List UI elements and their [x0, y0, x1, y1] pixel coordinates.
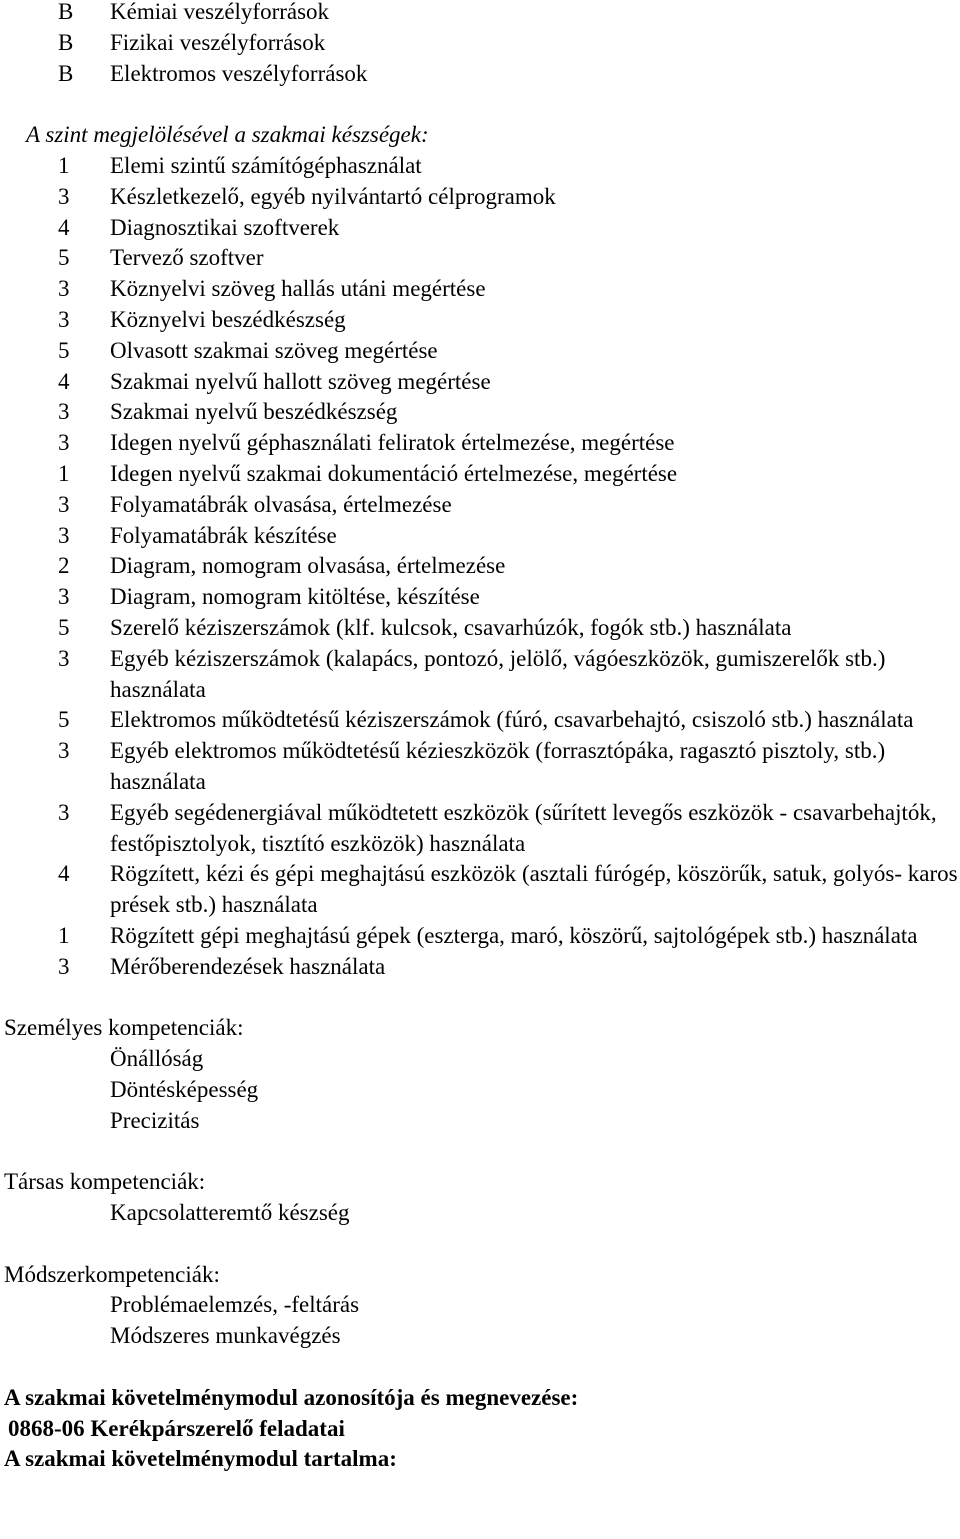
skill-row-text: Köznyelvi beszédkészség	[110, 306, 346, 332]
module-content-heading: A szakmai követelménymodul tartalma:	[4, 1446, 397, 1472]
spacer	[0, 89, 960, 120]
skill-row-level: 3	[58, 953, 70, 979]
skill-row-text: Rögzített, kézi és gépi meghajtású eszközök (asztali fúrógép, köszörűk, satuk, golyós- karos prések stb.) használata	[110, 861, 958, 918]
skill-row-level: 5	[58, 337, 70, 363]
skill-row-text: Mérőberendezések használata	[110, 953, 386, 979]
skill-row	[0, 213, 960, 244]
skill-row-text: Elektromos működtetésű kéziszerszámok (fúró, csavarbehajtó, csiszoló stb.) használata	[110, 707, 914, 733]
skill-row	[0, 582, 960, 613]
hazard-row	[0, 59, 960, 90]
skill-row	[0, 428, 960, 459]
skill-row-text: Egyéb elektromos működtetésű kézieszközök (forrasztópáka, ragasztó pisztoly, stb.) használata	[110, 738, 886, 794]
skill-row-level: 5	[58, 614, 70, 640]
hazard-list	[0, 0, 960, 89]
skill-row-level: 4	[58, 214, 70, 240]
skill-row-level: 3	[58, 399, 70, 425]
skill-row	[0, 551, 960, 582]
method-item: Problémaelemzés, -feltárás	[110, 1292, 360, 1318]
skill-row	[0, 490, 960, 521]
skill-row-text: Szakmai nyelvű hallott szöveg megértése	[110, 368, 491, 394]
skill-row-level: 3	[58, 738, 70, 764]
skill-row	[0, 274, 960, 305]
hazard-row-text: Elektromos veszélyforrások	[110, 60, 368, 86]
skill-row	[0, 367, 960, 398]
skill-row-text: Köznyelvi szöveg hallás utáni megértése	[110, 276, 486, 302]
skill-row	[0, 182, 960, 213]
skill-row	[0, 336, 960, 367]
skill-row-level: 5	[58, 707, 70, 733]
skill-row	[0, 305, 960, 336]
module-name: Kerékpárszerelő feladatai	[90, 1415, 345, 1441]
skill-row-text: Szakmai nyelvű beszédkészség	[110, 399, 398, 425]
hazard-row-level: B	[58, 60, 74, 86]
skill-row-text: Folyamatábrák készítése	[110, 522, 337, 548]
method-competencies-heading: Módszerkompetenciák:	[4, 1261, 220, 1287]
skill-row-level: 3	[58, 491, 70, 517]
hazard-row-text: Fizikai veszélyforrások	[110, 29, 326, 55]
social-item: Kapcsolatteremtő készség	[110, 1200, 350, 1226]
skill-row	[0, 644, 960, 706]
skill-row-text: Rögzített gépi meghajtású gépek (eszterga, maró, köszörű, sajtológépek stb.) használata	[110, 922, 918, 948]
personal-item: Önállóság	[110, 1046, 204, 1072]
spacer	[0, 1136, 960, 1167]
skill-row-level: 3	[58, 645, 70, 671]
skill-row-level: 3	[58, 276, 70, 302]
skill-row-level: 1	[58, 152, 70, 178]
skill-row-level: 1	[58, 460, 70, 486]
hazard-row-level: B	[58, 29, 74, 55]
skill-row-text: Idegen nyelvű géphasználati feliratok értelmezése, megértése	[110, 430, 675, 456]
skill-row-text: Folyamatábrák olvasása, értelmezése	[110, 491, 452, 517]
skill-row-text: Szerelő kéziszerszámok (klf. kulcsok, csavarhúzók, fogók stb.) használata	[110, 614, 792, 640]
skill-row	[0, 521, 960, 552]
skill-row	[0, 397, 960, 428]
skill-row-text: Olvasott szakmai szöveg megértése	[110, 337, 438, 363]
skill-row-level: 4	[58, 368, 70, 394]
hazard-row-level: B	[58, 0, 74, 24]
social-competencies-heading: Társas kompetenciák:	[4, 1169, 206, 1195]
skill-row-level: 2	[58, 553, 70, 579]
skill-row-text: Idegen nyelvű szakmai dokumentáció értelmezése, megértése	[110, 460, 678, 486]
module-title	[0, 1414, 960, 1445]
hazard-row-text: Kémiai veszélyforrások	[110, 0, 330, 24]
skill-row	[0, 151, 960, 182]
skill-row-text: Tervező szoftver	[110, 245, 264, 271]
skill-row	[0, 952, 960, 983]
skill-row	[0, 459, 960, 490]
skill-row-level: 3	[58, 584, 70, 610]
personal-item: Döntésképesség	[110, 1076, 259, 1102]
hazard-row	[0, 28, 960, 59]
skill-row-level: 5	[58, 245, 70, 271]
skill-row	[0, 613, 960, 644]
skill-row-level: 3	[58, 306, 70, 332]
skills-heading: A szint megjelölésével a szakmai készségek:	[26, 122, 429, 148]
spacer	[0, 1352, 960, 1383]
skill-row	[0, 921, 960, 952]
skill-row-level: 3	[58, 183, 70, 209]
skill-row-level: 3	[58, 799, 70, 825]
skill-row	[0, 243, 960, 274]
personal-competencies-heading: Személyes kompetenciák:	[4, 1015, 244, 1041]
hazard-row	[0, 0, 960, 28]
skill-row	[0, 798, 960, 860]
skill-row-text: Diagram, nomogram olvasása, értelmezése	[110, 553, 506, 579]
skill-row-text: Egyéb kéziszerszámok (kalapács, pontozó, jelölő, vágóeszközök, gumiszerelők stb.) használata	[110, 645, 886, 702]
skill-row-text: Diagnosztikai szoftverek	[110, 214, 340, 240]
skill-row-text: Készletkezelő, egyéb nyilvántartó célprogramok	[110, 183, 556, 209]
skill-row-level: 1	[58, 922, 70, 948]
skill-row-level: 4	[58, 861, 70, 887]
skill-row-level: 3	[58, 522, 70, 548]
skills-list	[0, 151, 960, 983]
skill-row-text: Elemi szintű számítógéphasználat	[110, 152, 422, 178]
module-code: 0868-06	[8, 1415, 85, 1441]
skill-row-level: 3	[58, 430, 70, 456]
skill-row	[0, 705, 960, 736]
skill-row-text: Egyéb segédenergiával működtetett eszközök (sűrített levegős eszközök - csavarbehajtók, festőpisztolyok, tisztító eszközök) használata	[110, 799, 937, 856]
skill-row	[0, 859, 960, 921]
spacer	[0, 983, 960, 1014]
module-id-heading: A szakmai követelménymodul azonosítója és megnevezése:	[4, 1384, 579, 1410]
spacer	[0, 1229, 960, 1260]
skill-row-text: Diagram, nomogram kitöltése, készítése	[110, 584, 480, 610]
skill-row	[0, 736, 960, 798]
personal-item: Precizitás	[110, 1107, 200, 1133]
method-item: Módszeres munkavégzés	[110, 1323, 341, 1349]
